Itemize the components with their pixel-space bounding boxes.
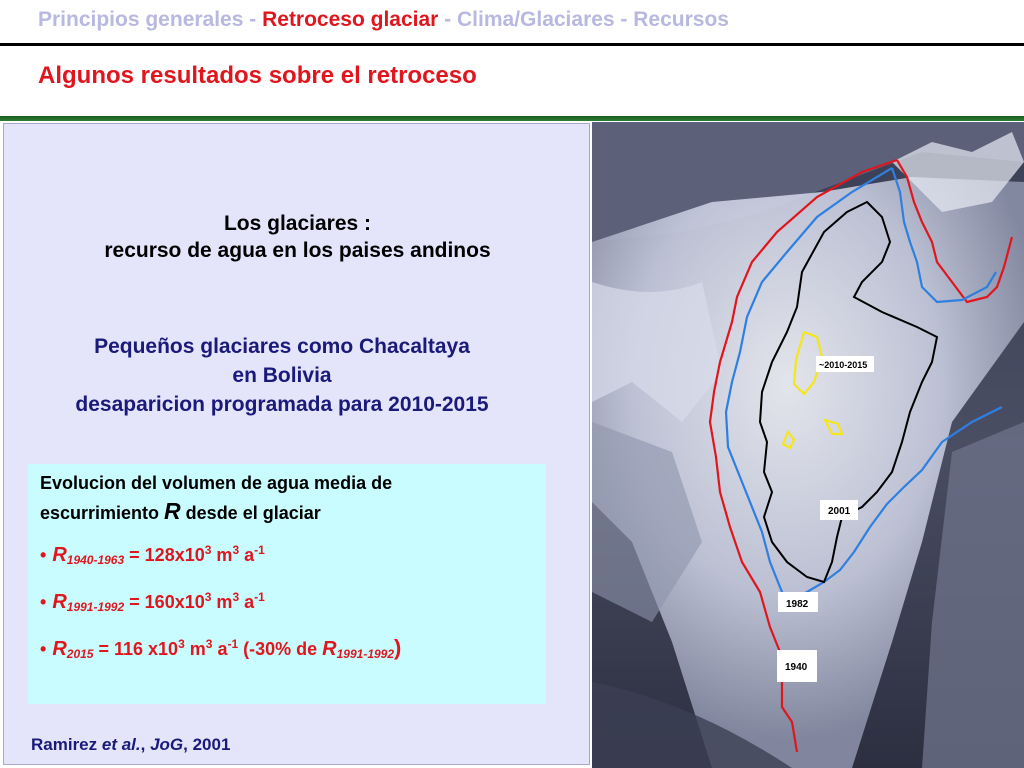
runoff-symbol: R bbox=[52, 544, 67, 566]
label-2001: 2001 bbox=[828, 506, 851, 517]
runoff-unit2: a bbox=[212, 639, 228, 659]
citation-year: , 2001 bbox=[183, 735, 231, 754]
runoff-box-title-line2 bbox=[40, 497, 546, 527]
runoff-unit2-exp: -1 bbox=[254, 543, 265, 557]
label-1982: 1982 bbox=[786, 599, 809, 610]
breadcrumb-part-active[interactable]: Retroceso glaciar bbox=[262, 8, 439, 31]
citation bbox=[31, 735, 230, 755]
bullet-dot: • bbox=[40, 639, 47, 659]
runoff-period: 1940-1963 bbox=[66, 553, 125, 567]
heading-water-resource-line2: recurso de agua en los paises andinos bbox=[104, 239, 491, 262]
runoff-unit: m bbox=[184, 639, 206, 659]
breadcrumb-part-rest[interactable]: - Clima/Glaciares - Recursos bbox=[438, 8, 729, 31]
citation-etal: et al. bbox=[101, 735, 141, 754]
runoff-extra-period: 1991-1992 bbox=[336, 647, 395, 661]
heading-water-resource-line1: Los glaciares : bbox=[223, 212, 372, 235]
runoff-unit-exp: 3 bbox=[205, 637, 213, 651]
heading-chacaltaya bbox=[4, 332, 560, 419]
runoff-unit2: a bbox=[239, 545, 255, 565]
breadcrumb bbox=[38, 8, 729, 32]
runoff-unit: m bbox=[211, 592, 233, 612]
runoff-period: 2015 bbox=[66, 647, 94, 661]
runoff-symbol: R bbox=[52, 591, 67, 613]
runoff-bullet-1940 bbox=[40, 536, 546, 574]
heading-chacaltaya-line1: Pequeños glaciares como Chacaltaya bbox=[94, 335, 470, 358]
citation-sep: , bbox=[140, 735, 151, 754]
runoff-unit: m bbox=[211, 545, 233, 565]
green-divider bbox=[0, 116, 1024, 121]
bullet-dot: • bbox=[40, 545, 47, 565]
runoff-unit2: a bbox=[239, 592, 255, 612]
runoff-unit2-exp: -1 bbox=[254, 590, 265, 604]
runoff-value: = 160x10 bbox=[124, 592, 205, 612]
runoff-unit-exp: 3 bbox=[232, 590, 240, 604]
runoff-period: 1991-1992 bbox=[66, 600, 125, 614]
runoff-exp: 3 bbox=[178, 637, 185, 651]
glacier-photo bbox=[592, 122, 1024, 768]
runoff-bullet-1991 bbox=[40, 583, 546, 621]
runoff-unit2-exp: -1 bbox=[227, 637, 239, 651]
label-1940: 1940 bbox=[785, 662, 808, 673]
runoff-title-symbol: R bbox=[164, 498, 181, 524]
runoff-value: = 116 x10 bbox=[93, 639, 179, 659]
runoff-title-post: desde el glaciar bbox=[180, 503, 321, 523]
page-title: Algunos resultados sobre el retroceso bbox=[38, 62, 477, 89]
text-panel bbox=[3, 123, 590, 765]
runoff-symbol: R bbox=[52, 638, 67, 660]
runoff-exp: 3 bbox=[204, 543, 212, 557]
runoff-unit-exp: 3 bbox=[232, 543, 240, 557]
runoff-title-pre: escurrimiento bbox=[40, 503, 165, 523]
runoff-extra-post: ) bbox=[394, 635, 402, 660]
runoff-box-title-line1: Evolucion del volumen de agua media de bbox=[40, 473, 393, 493]
runoff-extra-pre: (-30% de bbox=[238, 639, 323, 659]
runoff-box bbox=[28, 464, 546, 704]
runoff-bullet-2015 bbox=[40, 630, 546, 668]
label-2015: ~2010-2015 bbox=[819, 360, 868, 370]
runoff-extra-symbol: R bbox=[322, 638, 337, 660]
citation-author: Ramirez bbox=[31, 735, 102, 754]
bullet-dot: • bbox=[40, 592, 47, 612]
runoff-value: = 128x10 bbox=[124, 545, 205, 565]
runoff-box-title bbox=[40, 469, 546, 527]
heading-chacaltaya-line2: en Bolivia bbox=[232, 364, 332, 387]
glacier-photo-svg bbox=[592, 122, 1024, 768]
breadcrumb-part-general[interactable]: Principios generales - bbox=[38, 8, 263, 31]
heading-chacaltaya-line3: desaparicion programada para 2010-2015 bbox=[75, 393, 489, 416]
header-divider bbox=[0, 43, 1024, 46]
heading-water-resource bbox=[4, 210, 591, 264]
runoff-exp: 3 bbox=[204, 590, 212, 604]
citation-journal: JoG bbox=[150, 735, 184, 754]
